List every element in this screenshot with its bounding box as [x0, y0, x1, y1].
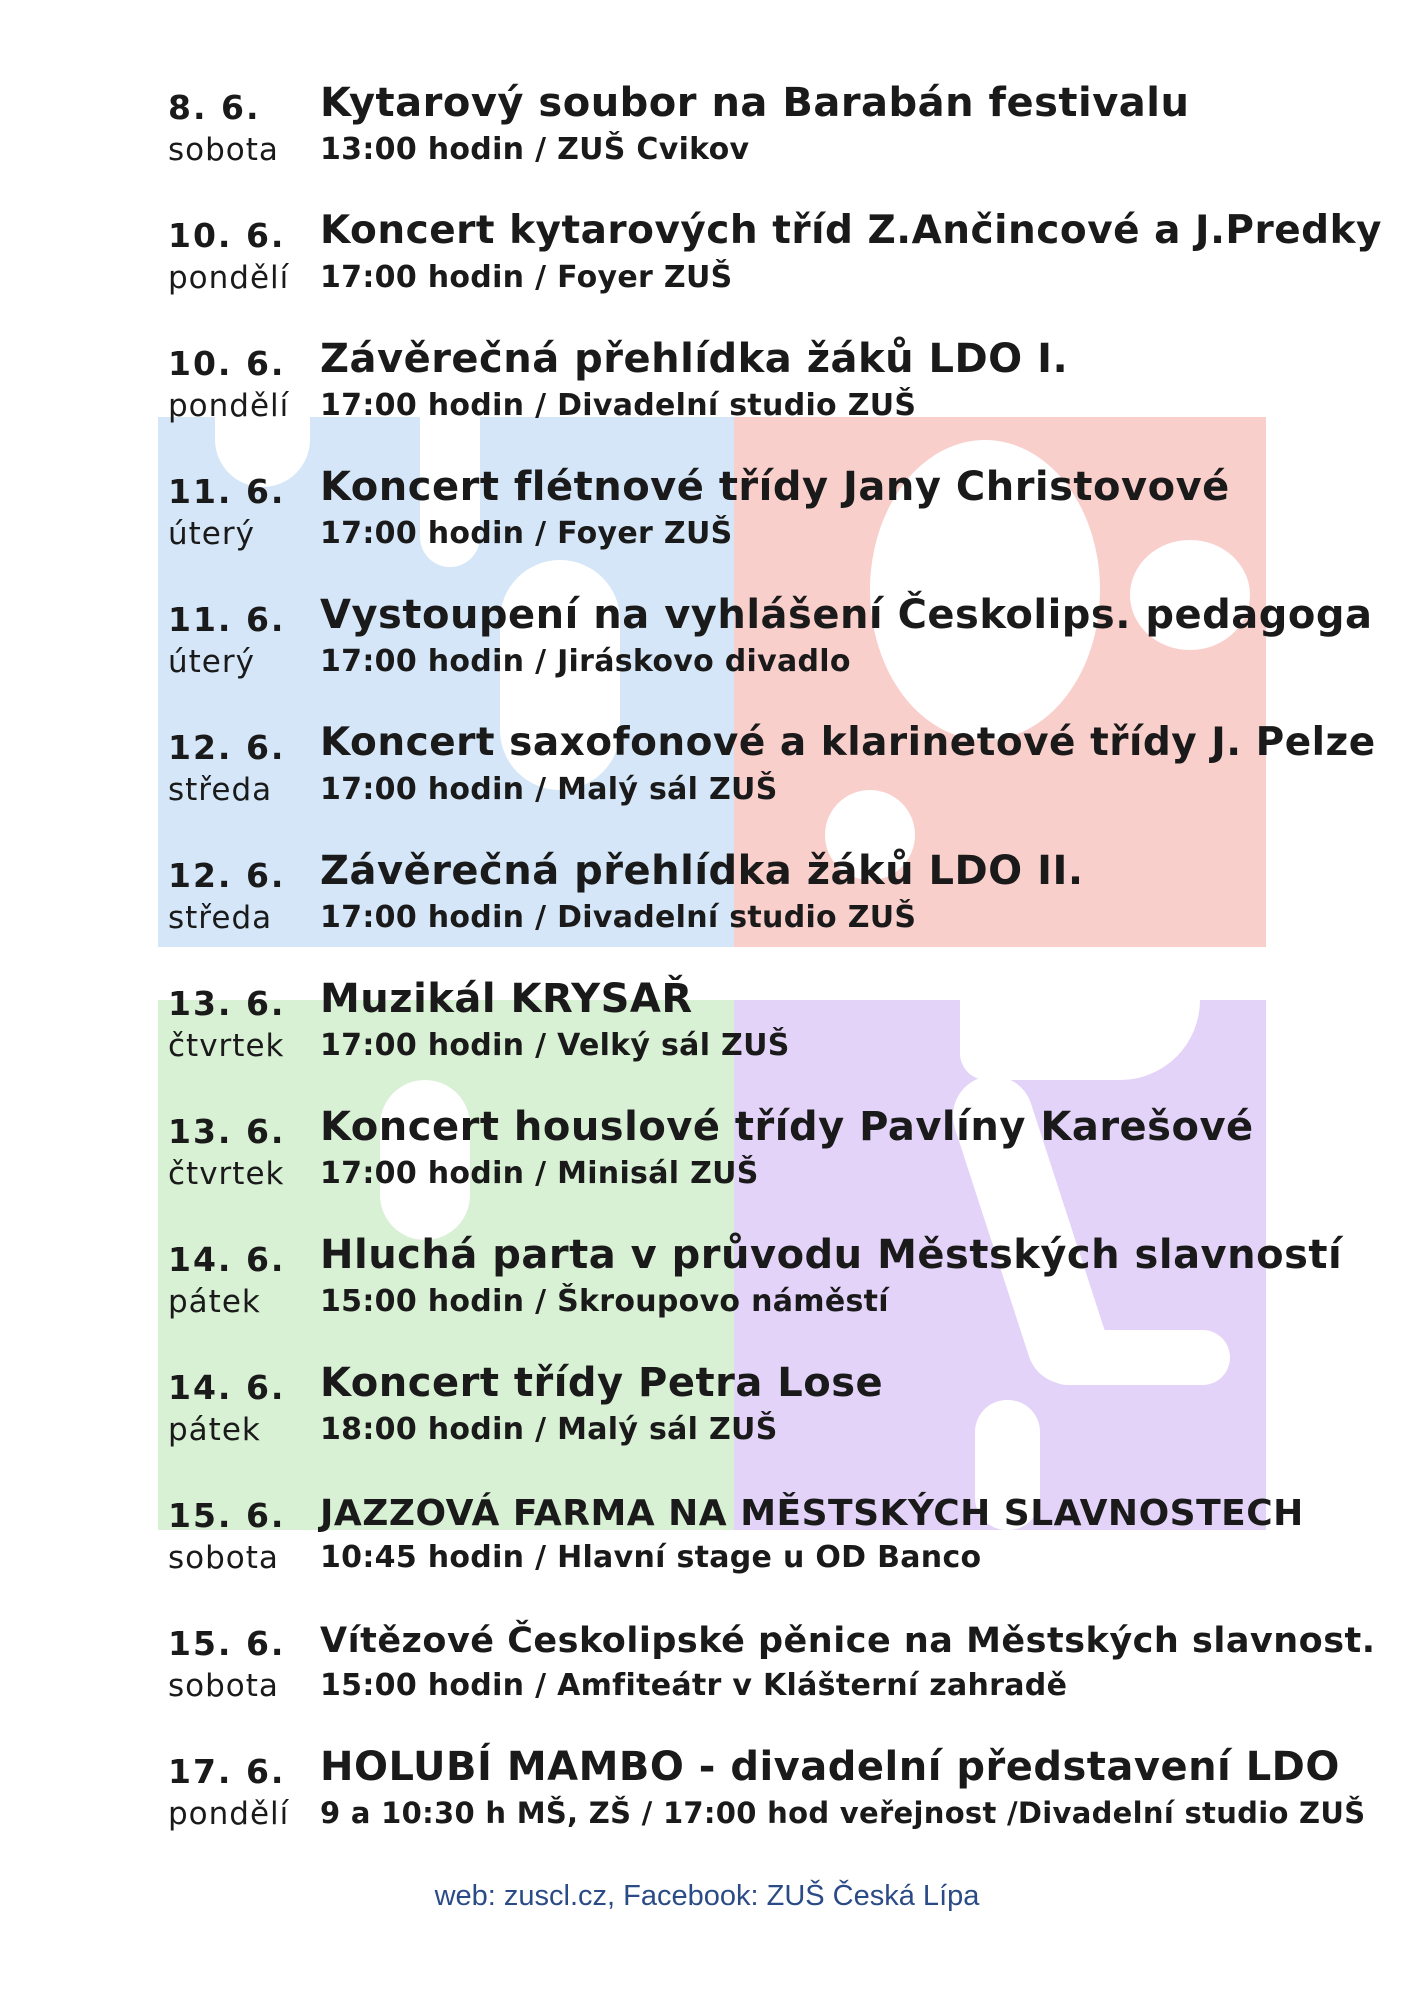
event-title: Koncert třídy Petra Lose [320, 1360, 884, 1406]
event-day: čtvrtek [168, 1156, 285, 1192]
event-date: 12. 6. [168, 728, 286, 767]
event-item [168, 720, 1408, 848]
event-date: 8. 6. [168, 88, 261, 127]
event-day: pondělí [168, 1796, 290, 1832]
event-day: středa [168, 900, 273, 936]
event-title: JAZZOVÁ FARMA NA MĚSTSKÝCH SLAVNOSTECH [320, 1493, 1304, 1534]
event-title: Koncert houslové třídy Pavlíny Karešové [320, 1104, 1254, 1150]
event-detail: 18:00 hodin / Malý sál ZUŠ [320, 1412, 778, 1447]
event-item [168, 80, 1408, 208]
event-day: pátek [168, 1284, 261, 1320]
event-title: Muzikál KRYSAŘ [320, 976, 693, 1022]
event-detail: 17:00 hodin / Foyer ZUŠ [320, 260, 733, 295]
event-date: 15. 6. [168, 1624, 286, 1663]
event-list [168, 80, 1408, 1872]
event-date: 10. 6. [168, 344, 286, 383]
event-item [168, 848, 1408, 976]
event-date: 15. 6. [168, 1496, 286, 1535]
event-item [168, 1232, 1408, 1360]
event-item [168, 1360, 1408, 1488]
event-title: Koncert saxofonové a klarinetové třídy J. Pelze [320, 720, 1376, 765]
event-item [168, 592, 1408, 720]
event-detail: 17:00 hodin / Foyer ZUŠ [320, 516, 733, 551]
event-item [168, 1616, 1408, 1744]
event-detail: 17:00 hodin / Malý sál ZUŠ [320, 772, 778, 807]
event-day: sobota [168, 1668, 279, 1704]
event-title: Koncert flétnové třídy Jany Christovové [320, 464, 1230, 510]
event-day: sobota [168, 1540, 279, 1576]
footer-web-info: web: zuscl.cz, Facebook: ZUŠ Česká Lípa [434, 1880, 980, 1912]
event-date: 11. 6. [168, 600, 286, 639]
event-day: úterý [168, 516, 255, 552]
event-item [168, 1488, 1408, 1616]
event-item [168, 1744, 1408, 1872]
event-detail: 15:00 hodin / Škroupovo náměstí [320, 1284, 889, 1319]
event-item [168, 1104, 1408, 1232]
event-date: 13. 6. [168, 1112, 286, 1151]
event-day: středa [168, 772, 273, 808]
event-date: 13. 6. [168, 984, 286, 1023]
event-title: HOLUBÍ MAMBO - divadelní představení LDO [320, 1744, 1340, 1790]
event-item [168, 208, 1408, 336]
event-detail: 17:00 hodin / Jiráskovo divadlo [320, 644, 851, 679]
event-day: úterý [168, 644, 255, 680]
event-detail: 17:00 hodin / Divadelní studio ZUŠ [320, 900, 917, 935]
event-day: sobota [168, 132, 279, 168]
event-title: Závěrečná přehlídka žáků LDO I. [320, 336, 1069, 382]
event-item [168, 464, 1408, 592]
event-title: Závěrečná přehlídka žáků LDO II. [320, 848, 1084, 894]
event-item [168, 976, 1408, 1104]
event-detail: 13:00 hodin / ZUŠ Cvikov [320, 132, 750, 167]
event-date: 17. 6. [168, 1752, 286, 1791]
event-title: Hluchá parta v průvodu Městských slavností [320, 1232, 1343, 1278]
event-detail: 10:45 hodin / Hlavní stage u OD Banco [320, 1540, 982, 1575]
event-date: 14. 6. [168, 1368, 286, 1407]
event-title: Kytarový soubor na Barabán festivalu [320, 80, 1190, 126]
event-detail: 15:00 hodin / Amfiteátr v Klášterní zahradě [320, 1668, 1068, 1703]
event-day: pondělí [168, 260, 290, 296]
event-date: 11. 6. [168, 472, 286, 511]
event-day: pondělí [168, 388, 290, 424]
event-date: 14. 6. [168, 1240, 286, 1279]
event-title: Vystoupení na vyhlášení Českolips. pedagoga [320, 592, 1373, 638]
event-item [168, 336, 1408, 464]
event-title: Koncert kytarových tříd Z.Ančincové a J.Predky [320, 208, 1382, 253]
event-detail: 9 a 10:30 h MŠ, ZŠ / 17:00 hod veřejnost /Divadelní studio ZUŠ [320, 1796, 1366, 1830]
event-day: pátek [168, 1412, 261, 1448]
event-date: 10. 6. [168, 216, 286, 255]
event-detail: 17:00 hodin / Velký sál ZUŠ [320, 1028, 790, 1063]
event-title: Vítězové Českolipské pěnice na Městských slavnost. [320, 1621, 1376, 1661]
event-detail: 17:00 hodin / Minisál ZUŠ [320, 1156, 759, 1191]
event-detail: 17:00 hodin / Divadelní studio ZUŠ [320, 388, 917, 423]
event-day: čtvrtek [168, 1028, 285, 1064]
event-date: 12. 6. [168, 856, 286, 895]
